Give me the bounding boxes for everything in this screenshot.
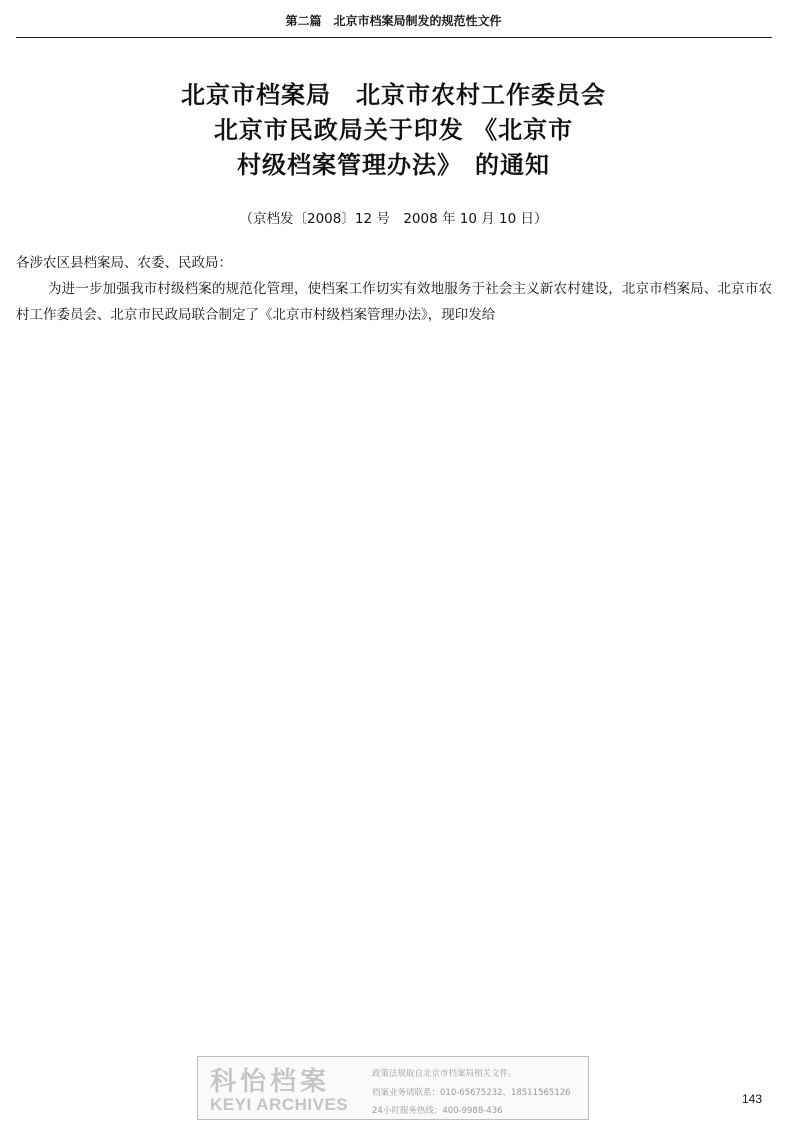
document-number: （京档发〔2008〕12 号 2008 年 10 月 10 日） xyxy=(239,211,548,227)
footer-watermark-box xyxy=(197,1056,589,1120)
contact-line-2: 档案业务请联系：010-65675232、18511565126 xyxy=(372,1088,571,1098)
logo-english: KEYI ARCHIVES xyxy=(210,1095,349,1114)
page-number: 143 xyxy=(742,1092,763,1106)
salutation: 各涉农区县档案局、农委、民政局： xyxy=(16,255,232,271)
title-line-2: 北京市民政局关于印发 《北京市 xyxy=(213,116,574,144)
running-header: 第二篇 北京市档案局制发的规范性文件 xyxy=(285,14,502,28)
header-rule xyxy=(16,37,772,38)
title-line-1: 北京市档案局 北京市农村工作委员会 xyxy=(181,81,606,109)
body-paragraph: 为进一步加强我市村级档案的规范化管理，使档案工作切实有效地服务于社会主义新农村建设，北京市档案局、北京市农村工作委员会、北京市民政局联合制定了《北京市村级档案管理办法》，现印发给 xyxy=(16,281,772,323)
document-title xyxy=(0,78,787,183)
contact-line-3: 24小时服务热线：400-9988-436 xyxy=(372,1106,503,1116)
body-text xyxy=(16,250,772,328)
contact-line-1: 政策法规取自北京市档案局相关文件。 xyxy=(372,1069,517,1079)
title-line-3: 村级档案管理办法》 的通知 xyxy=(237,151,550,179)
logo-chinese: 科怡档案 xyxy=(210,1067,331,1097)
